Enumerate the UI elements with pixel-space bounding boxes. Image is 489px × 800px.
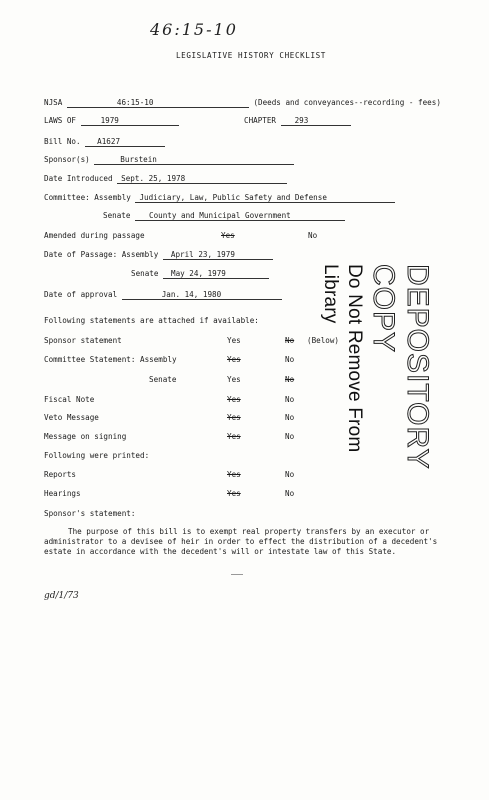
passage-senate-value: May 24, 1979	[171, 269, 226, 278]
bill-no-value: A1627	[97, 137, 121, 146]
njsa-label: NJSA	[44, 98, 63, 107]
amended-no: No	[308, 231, 318, 240]
page-title: LEGISLATIVE HISTORY CHECKLIST	[176, 51, 326, 60]
chapter-value-line	[281, 116, 351, 126]
approval-value: Jan. 14, 1980	[161, 290, 222, 299]
passage-assembly-label: Assembly	[121, 250, 159, 259]
committee-senate-value: County and Municipal Government	[149, 211, 291, 220]
passage-assembly-row	[44, 250, 273, 260]
bill-no-row	[44, 137, 165, 147]
statement-yes: Yes	[227, 336, 241, 345]
laws-of-value: 1979	[100, 116, 119, 125]
date-introduced-row	[44, 174, 287, 184]
statement-no: No	[285, 336, 295, 345]
printed-heading: Following were printed:	[44, 451, 150, 460]
statements-heading: Following statements are attached if available:	[44, 316, 259, 325]
bill-no-value-line	[85, 137, 165, 147]
approval-value-line	[122, 290, 282, 300]
passage-assembly-value-line	[163, 250, 273, 260]
committee-senate-label: Senate	[103, 211, 131, 220]
printed-yes: Yes	[227, 489, 241, 498]
statement-yes: Yes	[227, 413, 241, 422]
statement-label: Message on signing	[44, 432, 127, 441]
approval-row	[44, 290, 282, 300]
statement-label: Senate	[149, 375, 177, 384]
sponsor-value-line	[94, 155, 294, 165]
statement-label: Veto Message	[44, 413, 99, 422]
sponsor-label: Sponsor(s)	[44, 155, 90, 164]
printed-yes: Yes	[227, 470, 241, 479]
laws-of-value-line	[81, 116, 179, 126]
chapter-value: 293	[294, 116, 309, 125]
sponsor-value: Burstein	[120, 155, 157, 164]
committee-label: Committee:	[44, 193, 90, 202]
njsa-note: (Deeds and conveyances--recording - fees)	[253, 98, 441, 107]
njsa-value-line	[67, 98, 249, 108]
statement-no: No	[285, 432, 295, 441]
printed-label: Hearings	[44, 489, 81, 498]
chapter-row	[244, 116, 351, 126]
statement-label: Fiscal Note	[44, 395, 95, 404]
printed-no: No	[285, 470, 295, 479]
handwritten-statute-number: 46:15-10	[150, 20, 238, 39]
sponsor-statement-heading: Sponsor's statement:	[44, 509, 136, 518]
stamp-line2: Do Not Remove From Library	[320, 264, 365, 453]
date-introduced-label: Date Introduced	[44, 174, 113, 183]
committee-assembly-value: Judiciary, Law, Public Safety and Defense	[139, 193, 327, 202]
footer-initials: gd/1/73	[44, 591, 79, 601]
date-introduced-value: Sept. 25, 1978	[121, 174, 186, 183]
committee-senate-value-line	[135, 211, 345, 221]
passage-senate-row	[131, 269, 269, 279]
printed-no: No	[285, 489, 295, 498]
statement-yes: Yes	[227, 355, 241, 364]
stamp-line1: DEPOSITORY COPY	[367, 264, 434, 470]
bill-no-label: Bill No.	[44, 137, 81, 146]
statement-no: No	[285, 395, 295, 404]
chapter-label: CHAPTER	[244, 116, 277, 125]
njsa-value: 46:15-10	[116, 98, 154, 107]
committee-assembly-row	[44, 193, 395, 203]
passage-assembly-value: April 23, 1979	[170, 250, 235, 259]
statement-yes: Yes	[227, 395, 241, 404]
statement-no: No	[285, 375, 295, 384]
statement-extra: (Below)	[307, 336, 340, 345]
divider	[231, 574, 243, 575]
statement-label: Committee Statement: Assembly	[44, 355, 177, 364]
statement-label: Sponsor statement	[44, 336, 122, 345]
passage-senate-label: Senate	[131, 269, 159, 278]
laws-of-row	[44, 116, 179, 126]
approval-label: Date of approval	[44, 290, 118, 299]
passage-label: Date of Passage:	[44, 250, 118, 259]
laws-of-label: LAWS OF	[44, 116, 77, 125]
amended-yes: Yes	[221, 231, 235, 240]
date-introduced-value-line	[117, 174, 287, 184]
statement-yes: Yes	[227, 375, 241, 384]
committee-assembly-value-line	[135, 193, 395, 203]
sponsor-row	[44, 155, 294, 165]
committee-senate-row	[103, 211, 345, 221]
statement-no: No	[285, 355, 295, 364]
committee-assembly-label: Assembly	[94, 193, 131, 202]
printed-row	[44, 489, 384, 501]
njsa-row	[44, 98, 441, 108]
statement-no: No	[285, 413, 295, 422]
statement-yes: Yes	[227, 432, 241, 441]
sponsor-statement-text: The purpose of this bill is to exempt real property transfers by an executor or administrator to a devisee of heir in order to effect the distribution of a decedent's estate in accordance with the decedent's will or intestate law of this State.	[44, 527, 438, 556]
passage-senate-value-line	[163, 269, 269, 279]
amended-label: Amended during passage	[44, 231, 145, 240]
printed-label: Reports	[44, 470, 77, 479]
